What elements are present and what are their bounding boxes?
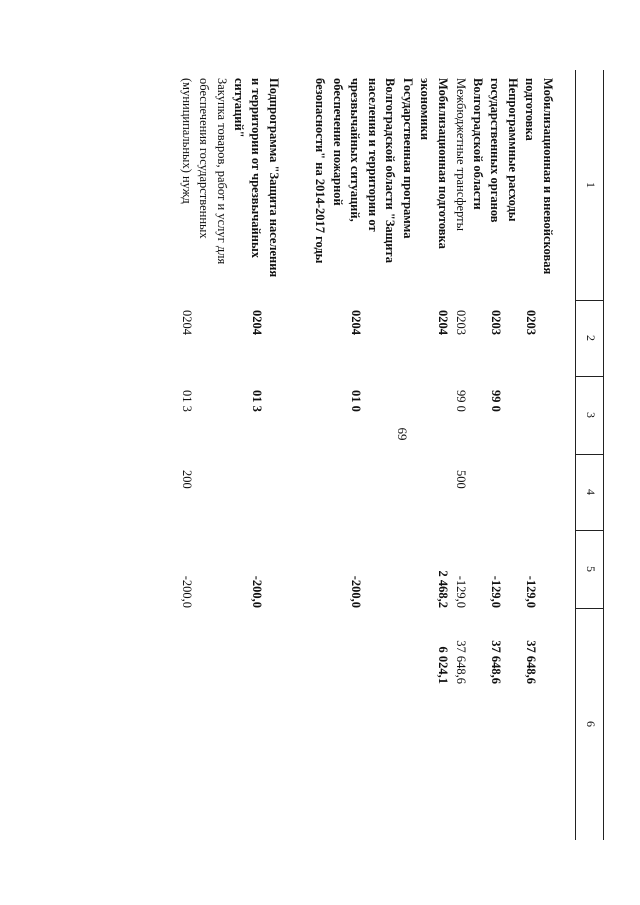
row-code: 0203 — [454, 310, 468, 335]
row-change: -200,0 — [250, 575, 264, 608]
row-type: 500 — [454, 470, 468, 489]
row-target: 01 3 — [250, 390, 264, 412]
header-bottom-rule — [575, 70, 576, 840]
row-name: Закупка товаров, работ и услуг для обеспечения государственных (муниципальных) нужд — [180, 78, 229, 265]
row-code: 0203 — [524, 310, 538, 335]
row-target: 01 0 — [349, 390, 363, 412]
row-code: 0204 — [349, 310, 363, 335]
row-name: Мобилизационная подготовка экономики — [418, 78, 450, 249]
row-total: 37 648,6 — [524, 640, 538, 684]
row-code: 0204 — [250, 310, 264, 335]
row-code: 0203 — [489, 310, 503, 335]
row-total: 37 648,6 — [454, 640, 468, 684]
column-header: 6 — [584, 721, 598, 727]
row-change: -129,0 — [454, 575, 468, 608]
row-target: 99 0 — [454, 390, 468, 412]
row-total: 37 648,6 — [489, 640, 503, 684]
row-name: Подпрограмма "Защита населения и территории от чрезвычайных ситуаций" — [232, 78, 281, 278]
row-name: Межбюджетные трансферты — [454, 78, 468, 232]
budget-table — [44, 70, 604, 840]
row-name: Государственная программа Волгоградской области "Защита населения и территории от чрезвычайных ситуаций, обеспечение пожарной безопасности" на 2014-2017 годы — [313, 78, 415, 264]
row-code: 0204 — [436, 310, 450, 335]
row-type: 200 — [180, 470, 194, 489]
column-header: 5 — [584, 566, 598, 572]
column-header: 1 — [584, 182, 598, 188]
row-target: 01 3 — [180, 390, 194, 412]
table-top-rule — [603, 70, 604, 840]
row-name: Непрограммные расходы государственных органов Волгоградской области — [471, 78, 520, 223]
page-number: 69 — [395, 427, 410, 441]
column-header: 3 — [584, 412, 598, 418]
row-total: 6 024,1 — [436, 646, 450, 684]
row-code: 0204 — [180, 310, 194, 335]
column-header: 2 — [584, 335, 598, 341]
row-name: Мобилизационная и вневойсковая подготовка — [523, 78, 555, 275]
row-change: -200,0 — [180, 575, 194, 608]
row-change: 2 468,2 — [436, 570, 450, 608]
row-change: -129,0 — [489, 575, 503, 608]
column-header: 4 — [584, 489, 598, 495]
row-change: -200,0 — [349, 575, 363, 608]
row-target: 99 0 — [489, 390, 503, 412]
row-change: -129,0 — [524, 575, 538, 608]
